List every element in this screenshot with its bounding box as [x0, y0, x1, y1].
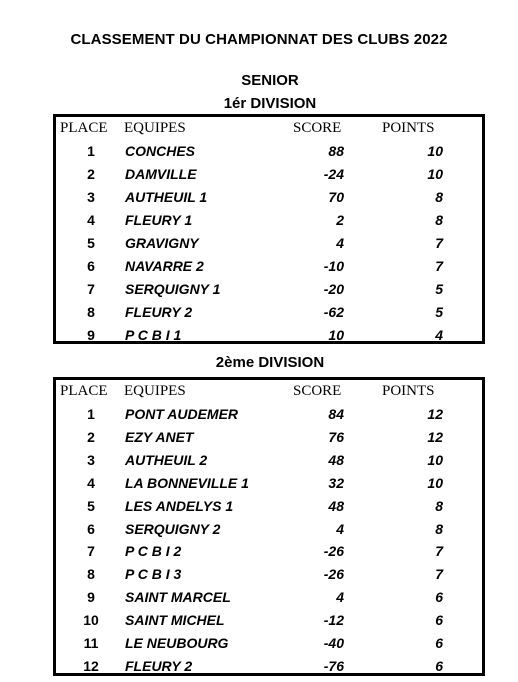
header-points: POINTS [382, 120, 435, 136]
score-cell: 76 [328, 428, 344, 445]
place-cell: 3 [87, 189, 95, 205]
points-cell: 8 [435, 212, 443, 228]
team-cell: CONCHES [125, 143, 196, 159]
team-cell: P C B I 1 [125, 327, 182, 343]
table-row [56, 655, 482, 678]
points-cell: 7 [435, 235, 443, 251]
table-row [56, 472, 482, 495]
score-cell: 48 [328, 497, 344, 514]
place-cell: 2 [87, 428, 95, 445]
score-cell: 10 [328, 327, 344, 343]
points-cell: 8 [435, 497, 443, 514]
place-cell: 9 [87, 327, 95, 343]
place-cell: 1 [87, 143, 95, 159]
points-cell: 6 [435, 589, 443, 606]
division-2-title: 2ème DIVISION [215, 354, 325, 371]
score-cell: -24 [323, 166, 344, 182]
place-cell: 8 [87, 304, 95, 320]
score-cell: -26 [323, 543, 344, 560]
table-row [56, 609, 482, 632]
header-team: EQUIPES [124, 383, 186, 399]
table-row [56, 632, 482, 655]
points-cell: 10 [427, 166, 443, 182]
team-cell: FLEURY 2 [125, 657, 193, 674]
table-row [56, 586, 482, 609]
score-cell: -62 [323, 304, 344, 320]
team-cell: FLEURY 2 [125, 304, 193, 320]
table-row [56, 209, 482, 232]
points-cell: 12 [427, 406, 443, 422]
table-row [56, 324, 482, 347]
place-cell: 12 [83, 657, 99, 674]
table-row [56, 140, 482, 163]
document-title: CLASSEMENT DU CHAMPIONNAT DES CLUBS 2022 [70, 31, 448, 48]
table-row [56, 232, 482, 255]
score-cell: -40 [323, 635, 344, 651]
place-cell: 2 [87, 166, 95, 182]
place-cell: 9 [87, 589, 95, 606]
score-cell: -76 [323, 657, 344, 674]
place-cell: 4 [87, 474, 95, 491]
place-cell: 7 [87, 543, 95, 560]
team-cell: P C B I 3 [125, 566, 182, 583]
place-cell: 6 [87, 520, 95, 537]
table-row [56, 426, 482, 449]
header-score: SCORE [293, 120, 342, 136]
team-cell: SERQUIGNY 1 [125, 281, 221, 297]
score-cell: 2 [336, 212, 344, 228]
points-cell: 10 [427, 474, 443, 491]
table-row [56, 255, 482, 278]
header-score: SCORE [293, 383, 342, 399]
place-cell: 8 [87, 566, 95, 583]
team-cell: AUTHEUIL 2 [125, 451, 208, 468]
team-cell: LES ANDELYS 1 [125, 497, 234, 514]
table-row [56, 495, 482, 518]
team-cell: FLEURY 1 [125, 212, 193, 228]
team-cell: EZY ANET [125, 428, 194, 445]
score-cell: 32 [328, 474, 344, 491]
points-cell: 12 [427, 428, 443, 445]
place-cell: 5 [87, 235, 95, 251]
team-cell: LE NEUBOURG [125, 635, 229, 651]
team-cell: NAVARRE 2 [125, 258, 204, 274]
header-place: PLACE [60, 120, 108, 136]
points-cell: 8 [435, 189, 443, 205]
points-cell: 4 [435, 327, 443, 343]
table-row [56, 301, 482, 324]
division-1-table [53, 114, 485, 344]
score-cell: -12 [323, 612, 344, 629]
division-2-table [53, 377, 485, 676]
place-cell: 1 [87, 406, 95, 422]
place-cell: 6 [87, 258, 95, 274]
table-row [56, 518, 482, 541]
score-cell: 84 [328, 406, 344, 422]
header-points: POINTS [382, 383, 435, 399]
team-cell: LA BONNEVILLE 1 [125, 474, 249, 491]
score-cell: 4 [336, 520, 344, 537]
points-cell: 10 [427, 451, 443, 468]
points-cell: 5 [435, 304, 443, 320]
points-cell: 6 [435, 612, 443, 629]
place-cell: 11 [83, 635, 99, 651]
score-cell: 70 [328, 189, 344, 205]
division-1-title: 1ér DIVISION [223, 95, 317, 112]
team-cell: PONT AUDEMER [125, 406, 239, 422]
score-cell: -20 [323, 281, 344, 297]
category-title: SENIOR [241, 72, 299, 89]
points-cell: 6 [435, 657, 443, 674]
table-row [56, 163, 482, 186]
table-row [56, 540, 482, 563]
score-cell: 4 [336, 589, 344, 606]
points-cell: 7 [435, 566, 443, 583]
points-cell: 8 [435, 520, 443, 537]
score-cell: -26 [323, 566, 344, 583]
team-cell: SERQUIGNY 2 [125, 520, 221, 537]
table-row [56, 186, 482, 209]
place-cell: 10 [83, 612, 99, 629]
points-cell: 7 [435, 543, 443, 560]
table-row [56, 278, 482, 301]
place-cell: 7 [87, 281, 95, 297]
team-cell: SAINT MICHEL [125, 612, 225, 629]
team-cell: DAMVILLE [125, 166, 197, 182]
place-cell: 3 [87, 451, 95, 468]
header-place: PLACE [60, 383, 108, 399]
table-row [56, 403, 482, 426]
points-cell: 7 [435, 258, 443, 274]
score-cell: -10 [323, 258, 344, 274]
table-row [56, 563, 482, 586]
team-cell: GRAVIGNY [125, 235, 199, 251]
points-cell: 10 [427, 143, 443, 159]
score-cell: 48 [328, 451, 344, 468]
team-cell: SAINT MARCEL [125, 589, 231, 606]
score-cell: 88 [328, 143, 344, 159]
team-cell: AUTHEUIL 1 [125, 189, 208, 205]
place-cell: 4 [87, 212, 95, 228]
points-cell: 6 [435, 635, 443, 651]
team-cell: P C B I 2 [125, 543, 182, 560]
header-team: EQUIPES [124, 120, 186, 136]
score-cell: 4 [336, 235, 344, 251]
points-cell: 5 [435, 281, 443, 297]
place-cell: 5 [87, 497, 95, 514]
table-row [56, 449, 482, 472]
